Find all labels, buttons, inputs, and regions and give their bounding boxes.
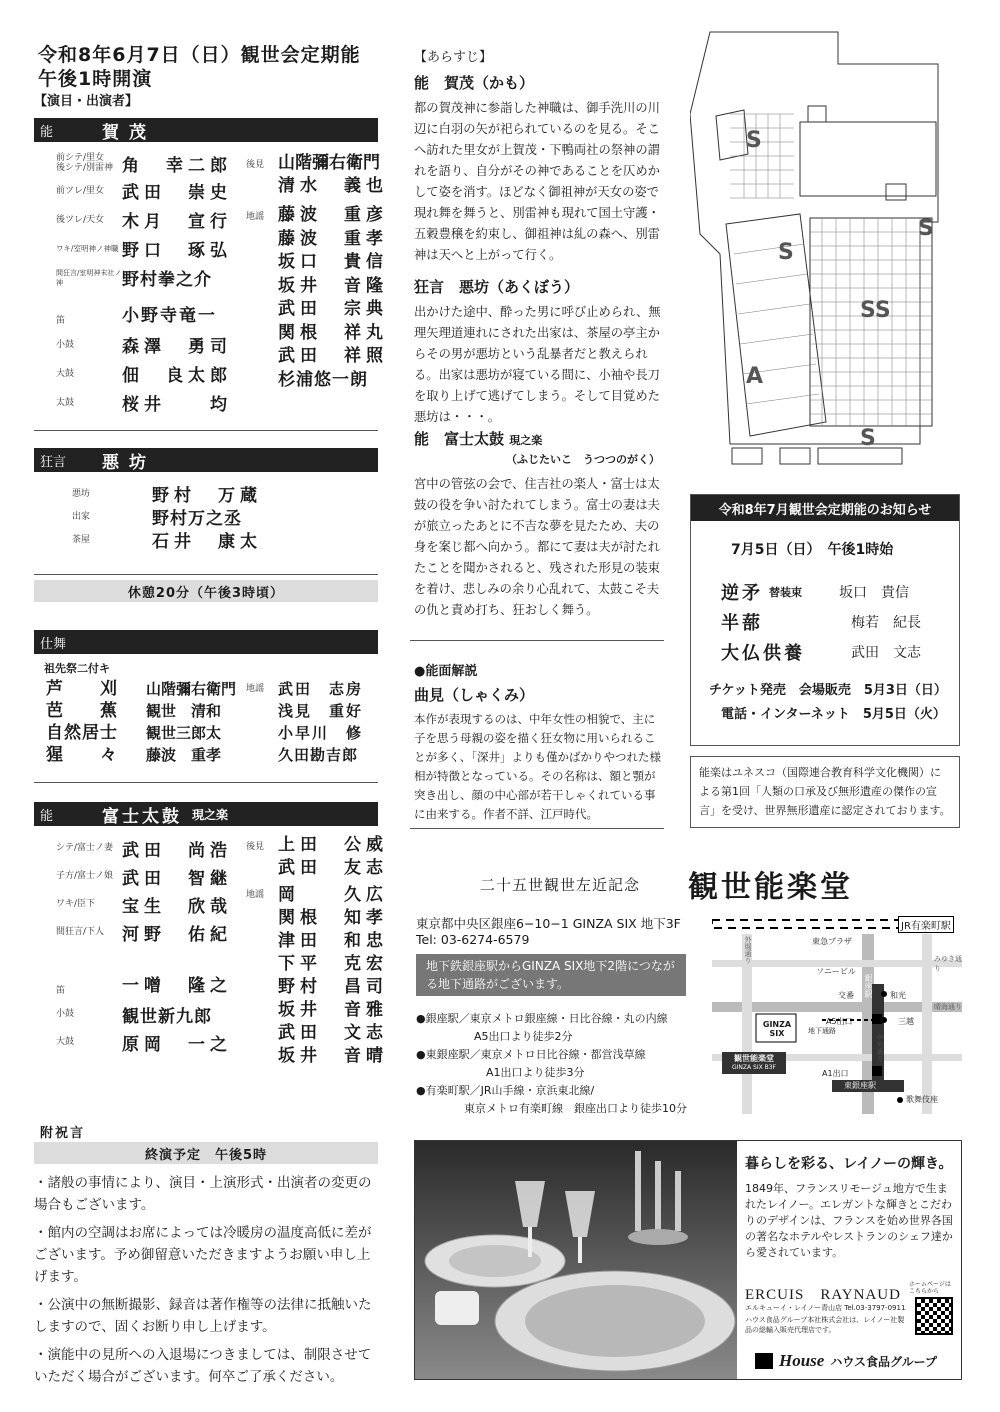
shimai-jiutai: [278, 678, 363, 766]
jiutai-name: 小早川 修: [278, 724, 364, 742]
jiutai-name: 浅見 重好: [278, 702, 364, 720]
qr-code-icon[interactable]: [915, 1297, 953, 1335]
shimai-performer: 観世三郎太: [146, 724, 222, 742]
cast-role: 後ツレ/天女: [56, 214, 105, 225]
cast-name: 武田 崇史: [122, 183, 232, 203]
fuji-variant: 現之楽: [192, 807, 229, 822]
jiutai-name: 武田 志房: [278, 680, 364, 698]
ad-hp: ホームページはこちらから: [909, 1281, 951, 1295]
july-title: 半蔀: [721, 613, 763, 634]
shimai-piece: 芭 蕉: [46, 701, 118, 721]
access-item: ●有楽町駅／JR山手線・京浜東北線/: [416, 1084, 595, 1097]
jiutai-name: 岡 久広: [278, 885, 388, 905]
subway-note: 地下鉄銀座駅からGINZA SIX地下2階につながる地下通路がございます。: [416, 954, 686, 996]
jiutai-name: 津田 和忠: [278, 931, 388, 951]
cast-name: 武田 尚浩: [122, 840, 232, 861]
map-sotobori: 外堀通り: [744, 936, 752, 964]
zone-s-label: S: [860, 426, 876, 451]
shimai-label: 仕舞: [40, 636, 67, 652]
mask-label: ●能面解説: [414, 664, 478, 679]
note-item: ・館内の空調はお席によっては冷暖房の温度高低に差がございます。予め御留意いただきますようお願い申し上げます。: [34, 1225, 372, 1285]
shimai-performer: 観世 清和: [146, 702, 222, 720]
cast-role: 太鼓: [56, 397, 75, 408]
map-mitsukoshi-label: 三越: [898, 1017, 914, 1026]
map-noh-label: 観世能楽堂: [734, 1054, 774, 1063]
house-group: ハウス食品グループ: [830, 1354, 938, 1369]
july-date: 7月5日（日） 午後1時始: [731, 542, 894, 558]
fuji-title: 富士太鼓: [102, 806, 182, 827]
jiutai-name: 関根 知孝: [278, 908, 388, 928]
kamo-header: [34, 118, 378, 142]
jiutai-name: 武田 宗典: [278, 299, 388, 319]
ad-banner: [414, 1140, 962, 1380]
divider: [34, 430, 378, 431]
shimai-header: [34, 630, 378, 654]
july-title: 逆矛: [721, 583, 763, 604]
venue-name: 観世能楽堂: [688, 870, 853, 905]
jiutai-name: 関根 祥丸: [278, 322, 388, 343]
fuji-jiutai-label: 地謡: [246, 890, 265, 900]
synopsis-fuji-reading: （ふじたいこ うつつのがく）: [506, 453, 660, 466]
july-performer: 梅若 紀長: [851, 615, 921, 631]
program-label: 【演目・出演者】: [34, 94, 139, 109]
access-item: ●東銀座駅／東京メトロ日比谷線・都営浅草線: [416, 1048, 646, 1061]
seat-map: [690, 24, 944, 474]
house-wordmark: House: [779, 1351, 825, 1370]
jiutai-name: 下平 克宏: [278, 954, 388, 974]
end-time-bar: 終演予定 午後5時: [34, 1142, 378, 1164]
cast-name: 佃 良太郎: [122, 366, 232, 386]
shimai-piece: 猩 々: [46, 745, 118, 765]
cast-role: 小鼓: [56, 339, 75, 350]
shimai-subtitle: 祖先祭二付キ: [44, 662, 110, 675]
house-icon: [755, 1353, 773, 1369]
cast-role: シテ/富士ノ妻: [56, 843, 114, 853]
july-notice: [690, 494, 960, 746]
map-wako-label: 和光: [890, 991, 906, 1000]
notes: [34, 1172, 380, 1388]
zone-ss-label: SS: [860, 298, 891, 323]
synopsis-fuji-text: 宮中の管弦の会で、住吉社の楽人・富士は太鼓の役を争い討たれてしまう。富士の妻は夫が旅立ったあとに不吉な夢を見たため、夫の身を案じ都へ向かう。都にて妻は夫が討たれたことを聞かされると、残された形見の装束を着け、悲しみの余り心乱れて、太鼓こそ夫の仇と責め打ち、狂おしく舞う。: [414, 477, 660, 617]
zone-s-label: S: [918, 216, 934, 241]
note-item: ・演能中の見所への入退場につきましては、制限させていただく場合がございます。何卒ご了承ください。: [34, 1347, 372, 1385]
jiutai-name: 藤波 重孝: [278, 228, 388, 249]
jiutai-name: 坂井 音雅: [278, 1000, 388, 1020]
ticket-online: 電話・インターネット 5月5日（火）: [721, 707, 946, 722]
mask-head: 曲見（しゃくみ）: [414, 686, 535, 704]
cast-name: 野村 万蔵: [152, 486, 262, 506]
akubo-header: [34, 448, 378, 472]
house-logo: [755, 1351, 937, 1371]
jiutai-name: 坂井 音晴: [278, 1046, 388, 1066]
map-tokyu-label: 東急プラザ: [812, 937, 852, 946]
fuji-head-title: 能 富士太鼓: [414, 430, 505, 448]
access-item: A1出口より徒歩3分: [486, 1066, 585, 1079]
fushugen: 附祝言: [40, 1126, 86, 1141]
cast-name: 野村万之丞: [152, 509, 242, 529]
jiutai-name: 坂井 音隆: [278, 275, 388, 296]
ad-small: ハウス食品グループ本社株式会社は、レイノー社製品の総輸入販売代理店です。: [745, 1316, 905, 1334]
july-title: 大仏供養: [721, 643, 805, 664]
kamo-title: 賀茂: [102, 122, 156, 143]
kamo-jiutai: [278, 204, 388, 392]
cast-role: 前シテ/里女 後シテ/別雷神: [56, 153, 114, 173]
cast-name: 石井 康太: [152, 532, 262, 552]
kamo-category: 能: [40, 124, 54, 140]
fuji-jiutai: [278, 884, 388, 1068]
july-performer: 武田 文志: [851, 645, 921, 661]
cast-name: 観世新九郎: [122, 1006, 212, 1027]
koken-name: 武田 友志: [278, 858, 388, 878]
jiutai-name: 武田 文志: [278, 1023, 388, 1043]
cast-role: 子方/富士ノ娘: [56, 871, 114, 881]
koken-name: 清水 義也: [278, 176, 388, 196]
zone-a-label: A: [746, 364, 764, 389]
access-item: A5出口より徒歩2分: [474, 1030, 573, 1043]
synopsis-kamo-text: 都の賀茂神に参詣した神職は、御手洗川の川辺に白羽の矢が祀られているのを見る。そこへ訪れた里女が上賀茂・下鴨両社の祭神の謂れを語り、自分がその神であることを仄めかして姿を消す。ほどなく御祖神が天女の姿で現れ舞を舞うと、別雷神も現れて国土守護・五穀豊穣を約束し、御祖神は糺の森へ、別雷神は天へと上がって行く。: [414, 101, 660, 262]
fuji-header: [34, 802, 378, 826]
shimai-jiutai-label: 地謡: [246, 684, 265, 694]
start-time: 午後1時開演: [38, 68, 153, 90]
cast-role: 小鼓: [56, 1009, 75, 1019]
map-sony-label: ソニービル: [816, 967, 856, 976]
kamo-koken-label: 後見: [246, 160, 265, 170]
july-program-row: [721, 577, 941, 607]
cast-role: 前ツレ/里女: [56, 185, 105, 196]
jiutai-name: 藤波 重彦: [278, 205, 388, 225]
cast-name: 森澤 勇司: [122, 337, 232, 357]
cast-name: 一噌 隆之: [122, 976, 232, 996]
kamo-koken: [278, 152, 388, 198]
cast-name: 原岡 一之: [122, 1034, 232, 1055]
jiutai-name: 久田勘吉郎: [278, 746, 359, 764]
map-kouban-label: 交番: [838, 991, 854, 1000]
shimai-performers: [146, 678, 236, 766]
divider: [34, 574, 378, 575]
cast-role: 出家: [72, 511, 91, 522]
map-a1-label: A1出口: [822, 1069, 849, 1078]
map-ginza-station: 銀座駅: [864, 974, 873, 998]
cast-role: 大鼓: [56, 1037, 75, 1047]
shimai-performer: 山階彌右衛門: [146, 680, 237, 698]
intermission-bar: 休憩20分（午後3時頃）: [34, 580, 378, 602]
cast-name: 武田 智継: [122, 868, 232, 889]
cast-name: 小野寺竜一: [122, 306, 217, 326]
kamo-cast-left: [56, 150, 236, 417]
cast-name: 野村拳之介: [122, 270, 212, 290]
synopsis-label: 【あらすじ】: [414, 50, 493, 65]
divider: [410, 828, 664, 829]
map-ginza-six: GINZA SIX: [762, 1020, 792, 1038]
shimai-performer: 藤波 重孝: [146, 746, 222, 764]
cast-role: ワキ/室明神ノ神職: [56, 243, 119, 253]
july-program: [721, 577, 941, 667]
cast-role: 笛: [56, 316, 66, 326]
cast-name: 宝生 欣哉: [122, 896, 232, 917]
cast-name: 河野 佑紀: [122, 924, 232, 945]
unesco-note: 能楽はユネスコ（国際連合教育科学文化機関）による第1回「人類の口承及び無形遺産の傑作の宣言」を受け、世界無形遺産に認定されております。: [690, 756, 960, 828]
synopsis-akubo-head: 狂言 悪坊（あくぼう）: [414, 278, 580, 296]
ad-shop: エルキューイ・レイノー青山店 Tel.03-3797-0911: [745, 1304, 906, 1312]
tableware-illustration: [415, 1141, 737, 1379]
seat-map-svg: [690, 24, 944, 474]
fuji-head-variant: 現之楽: [509, 434, 543, 447]
july-note: 替装束: [769, 586, 802, 599]
map-kabukiza: 歌舞伎座: [906, 1095, 938, 1104]
map-jr-label: JR有楽町駅: [898, 916, 954, 933]
shimai-piece: 自然居士: [46, 723, 118, 743]
kamo-jiutai-label: 地謡: [246, 212, 265, 222]
ticket-venue: チケット発売 会場販売 5月3日（日）: [709, 683, 947, 698]
ad-text: 1849年、フランスリモージュ地方で生まれたレイノー。エレガントな輝きとこだわりのデザインは、フランスを始め世界各国の著名なホテルやレストランのシェフ達から愛されています。: [745, 1182, 953, 1259]
july-performer: 坂口 貴信: [839, 585, 909, 601]
ad-headline: 暮らしを彩る、レイノーの輝き。: [745, 1156, 953, 1172]
july-header: 令和8年7月観世会定期能のお知らせ: [691, 495, 959, 521]
map-higashi-ginza: 東銀座駅: [844, 1081, 876, 1090]
map-miyuki: みゆき通り: [934, 955, 962, 973]
map-chuo: 中央通り: [876, 1034, 884, 1062]
akubo-cast: [72, 482, 312, 551]
access-item: 東京メトロ有楽町線 銀座出口より徒歩10分: [464, 1102, 687, 1115]
cast-name: 角 幸二郎: [122, 155, 232, 176]
jiutai-name: 野村 昌司: [278, 977, 388, 997]
shimai-piece: 芦 刈: [46, 679, 118, 699]
cast-role: 笛: [56, 986, 66, 996]
access-item: ●銀座駅／東京メトロ銀座線・日比谷線・丸の内線: [416, 1012, 668, 1025]
note-item: ・公演中の無断撮影、録音は著作権等の法律に抵触いたしますので、固くお断り申し上げます。: [34, 1297, 372, 1335]
ad-photo: [415, 1141, 737, 1379]
jiutai-name: 杉浦悠一朗: [278, 369, 368, 390]
cast-name: 桜井 均: [122, 395, 232, 415]
cast-name: 木月 宣行: [122, 212, 232, 232]
venue-address: 東京都中央区銀座6−10−1 GINZA SIX 地下3F: [416, 916, 681, 931]
map-a5-label: A5出口: [826, 1017, 853, 1026]
akubo-title: 悪坊: [102, 452, 156, 473]
july-program-row: [721, 637, 941, 667]
access-map: [712, 914, 962, 1114]
synopsis-fuji-head: [414, 428, 542, 449]
koken-name: 上田 公威: [278, 835, 388, 855]
july-program-row: [721, 607, 941, 637]
fuji-koken-label: 後見: [246, 842, 265, 852]
divider: [410, 640, 664, 641]
map-underpass: 地下通路: [808, 1027, 836, 1035]
cast-role: 悪坊: [72, 488, 91, 499]
note-item: ・諸般の事情により、演目・上演形式・出演者の変更の場合もございます。: [34, 1175, 372, 1213]
map-noh-sub: GINZA SIX B3F: [731, 1064, 776, 1071]
akubo-category: 狂言: [40, 454, 67, 470]
cast-role: 大鼓: [56, 368, 75, 379]
divider: [34, 782, 378, 783]
ad-brand: ERCUIS RAYNAUD: [745, 1287, 901, 1303]
cast-role: 茶屋: [72, 534, 91, 545]
access-list: [416, 1010, 706, 1118]
venue-memorial: 二十五世観世左近記念: [480, 876, 641, 894]
venue-tel: Tel: 03-6274-6579: [416, 932, 530, 947]
fuji-category: 能: [40, 808, 54, 824]
map-harumi: 晴海通り: [934, 1003, 962, 1011]
cast-role: 間狂言/室明神末社ノ神: [56, 268, 122, 287]
cast-role: 間狂言/下人: [56, 927, 105, 937]
shimai-pieces: [46, 678, 118, 766]
jiutai-name: 武田 祥照: [278, 346, 388, 366]
cast-name: 野口 琢弘: [122, 241, 232, 261]
fuji-koken: [278, 834, 388, 880]
koken-name: 山階彌右衛門: [278, 153, 380, 173]
synopsis-kamo-head: 能 賀茂（かも）: [414, 74, 535, 92]
cast-role: ワキ/臣下: [56, 899, 96, 909]
zone-s-label: S: [778, 240, 794, 265]
fuji-cast-left: [56, 834, 236, 1056]
zone-s-label: S: [746, 128, 762, 153]
synopsis-akubo-text: 出かけた途中、酔った男に呼び止められ、無理矢理道連れにされた出家は、茶屋の亭主からその男が悪坊という乱暴者だと教えられる。出家は悪坊が寝ている間に、小袖や長刀を取り上げて逃げてしまう。そして目覚めた悪坊は・・・。: [414, 305, 661, 424]
mask-text: 本作が表現するのは、中年女性の相貌で、主に子を思う母親の姿を描く狂女物に用いられることが多く、「深井」よりも僅かばかりやつれた様相が特徴となっている。その名称は、額と顎が突き出し、顔の中心部が若干しゃくれている事に由来する。作者不詳、江戸時代。: [414, 712, 662, 821]
jiutai-name: 坂口 貴信: [278, 252, 388, 272]
performance-date: 令和8年6月7日（日）観世会定期能: [38, 44, 361, 66]
